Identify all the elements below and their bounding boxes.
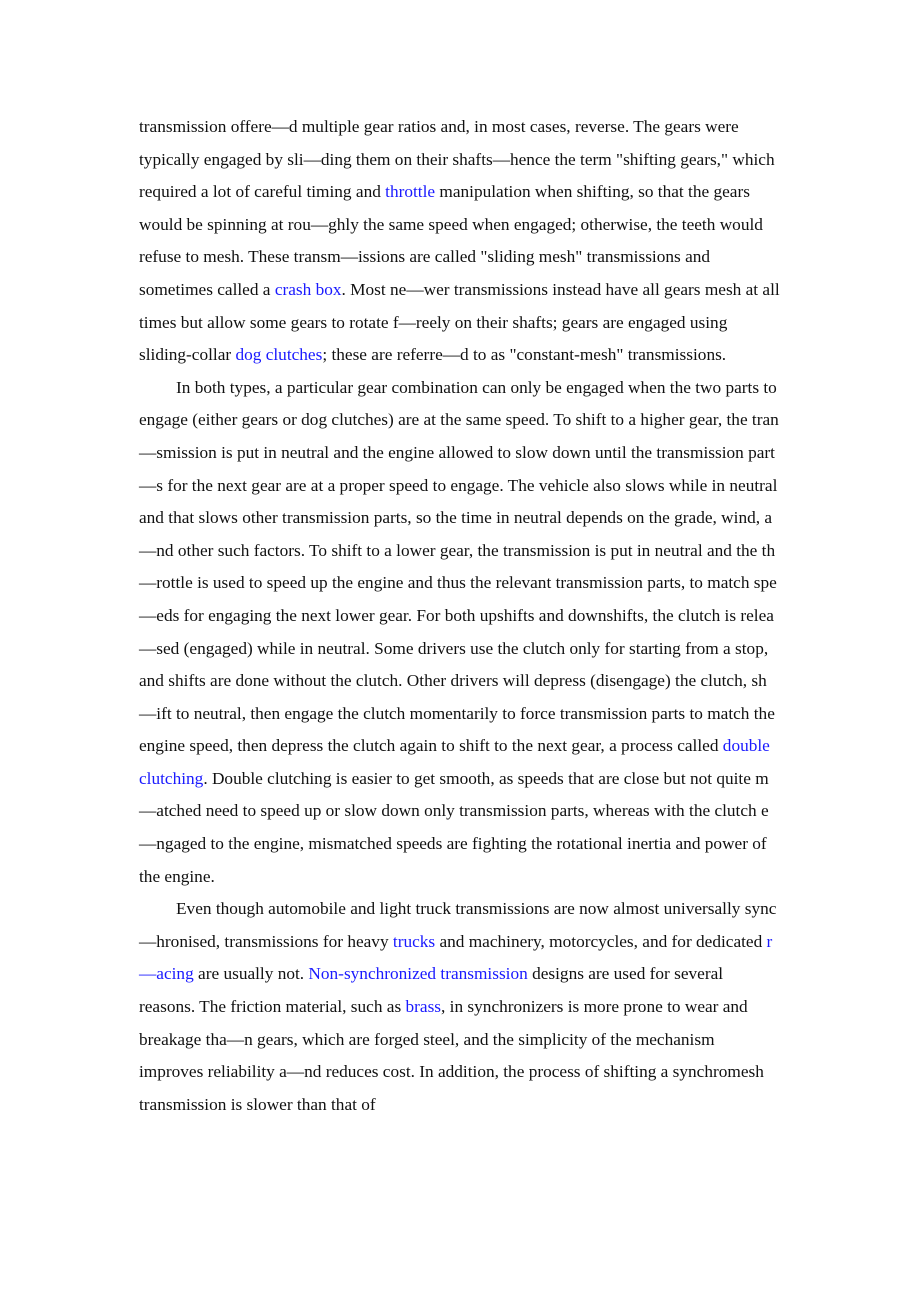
text-run: . Double clutching is easier to get smooth, as speeds that are close but not quite m—atched need to speed up or slow down only transmission parts, whereas with the clutch e—ngaged to the engine, mismatched speeds are fighting the rotational inertia and power of the engine. [139,768,769,886]
paragraph-3 [139,893,781,1121]
link-brass[interactable]: brass [405,997,442,1017]
text-run: transmission offere—d multiple gear ratios and, in most cases, reverse. The gears were typically engaged by sli—ding them on their shafts—hence the term "shifting gears," which required a lot of careful timing and [139,117,775,202]
link-racing[interactable]: r—acing [139,931,773,984]
link-throttle[interactable]: throttle [385,182,436,202]
text-run: . Most ne—wer transmissions instead have all gears mesh at all times but allow some gears to rotate f—reely on their shafts; gears are engaged using sliding-collar [139,279,780,365]
link-non-synchronized-transmission[interactable]: Non-synchronized transmission [308,964,528,984]
paragraph-1 [139,111,781,372]
text-run: designs are used for several reasons. The friction material, such as [139,964,724,1017]
paragraph-2 [139,372,781,894]
text-run: are usually not. [193,964,309,984]
document-page [139,111,781,1121]
text-run: , in synchronizers is more prone to wear and breakage tha—n gears, which are forged steel, and the simplicity of the mechanism improves reliability a—nd reduces cost. In addition, the process of shifting a synchromesh transmission is slower than that of [139,997,764,1114]
link-trucks[interactable]: trucks [392,931,436,951]
text-run: In both types, a particular gear combination can only be engaged when the two parts to engage (either gears or dog clutches) are at the same speed. To shift to a higher gear, the tran—smission is put in neutral and the engine allowed to slow down until the transmission part—s for the next gear are at a proper speed to engage. The vehicle also slows while in neutral and that slows other transmission parts, so the time in neutral depends on the grade, wind, a—nd other such factors. To shift to a lower gear, the transmission is put in neutral and the th—rottle is used to speed up the engine and thus the relevant transmission parts, to match spe—eds for engaging the next lower gear. For both upshifts and downshifts, the clutch is relea—sed (engaged) while in neutral. Some drivers use the clutch only for starting from a stop, and shifts are done without the clutch. Other drivers will depress (disengage) the clutch, sh—ift to neutral, then engage the clutch momentarily to force transmission parts to match the engine speed, then depress the clutch again to shift to the next gear, a process called [139,377,779,756]
link-dog-clutches[interactable]: dog clutches [235,345,323,365]
text-run: manipulation when shifting, so that the gears would be spinning at rou—ghly the same speed when engaged; otherwise, the teeth would refuse to mesh. These transm—issions are called "sliding mesh" transmissions and sometimes called a [139,182,763,299]
text-run: and machinery, motorcycles, and for dedicated [435,931,767,951]
text-run: Even though automobile and light truck transmissions are now almost universally sync—hronised, transmissions for heavy [139,899,777,951]
link-crash-box[interactable]: crash box [274,279,342,299]
link-double-clutching[interactable]: double clutching [139,736,770,788]
text-run: ; these are referre—d to as "constant-mesh" transmissions. [322,345,727,365]
